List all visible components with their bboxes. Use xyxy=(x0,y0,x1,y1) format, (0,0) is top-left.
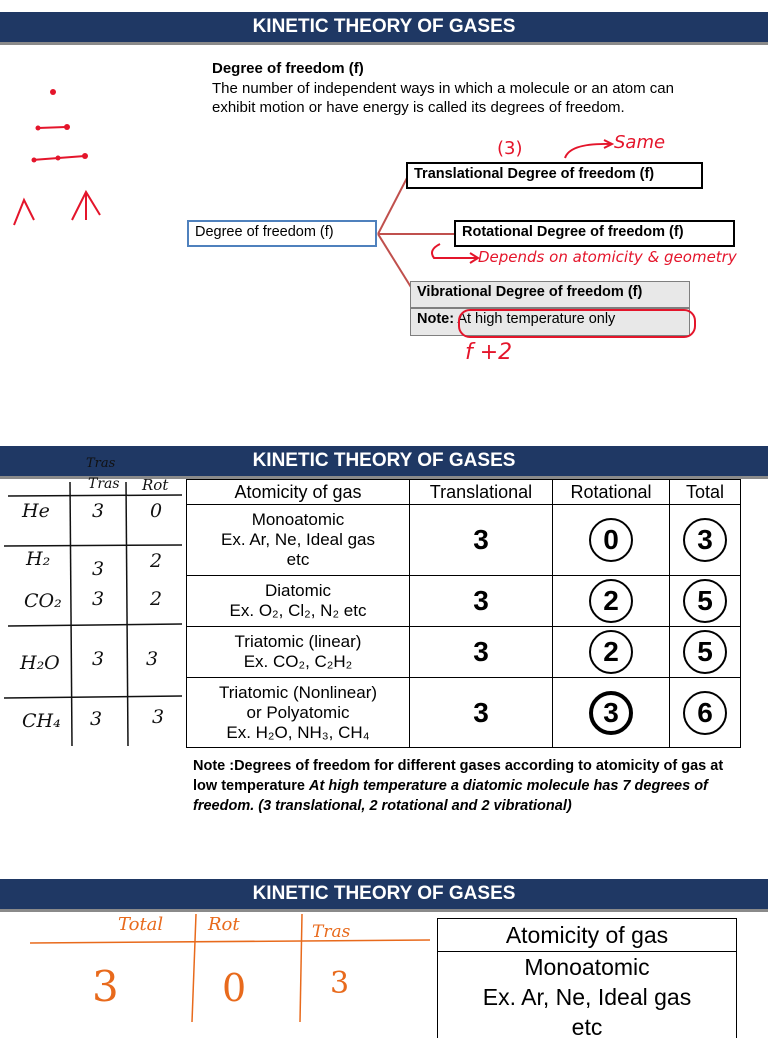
hand-head-orange: Rot xyxy=(208,914,240,935)
hand-rot: 0 xyxy=(150,500,163,522)
hand-rot: 2 xyxy=(150,588,163,610)
slide3-row-line: etc xyxy=(571,1014,603,1040)
translational-box: Translational Degree of freedom (f) xyxy=(406,162,703,189)
dof-heading: Degree of freedom (f) xyxy=(212,60,364,77)
annotation-depends: Depends on atomicity & geometry xyxy=(478,248,737,266)
atom-line: etc xyxy=(286,550,310,569)
translational-cell: 3 xyxy=(410,678,553,748)
atom-line: Ex. Ar, Ne, Ideal gas xyxy=(220,530,376,549)
slide3-row-line: Ex. Ar, Ne, Ideal gas xyxy=(482,984,692,1010)
th-rotational: Rotational xyxy=(553,480,670,505)
hand-tras: 3 xyxy=(92,648,105,670)
hand-tras: 3 xyxy=(92,500,105,522)
th-translational: Translational xyxy=(410,480,553,505)
annotation-same: Same xyxy=(614,132,666,153)
atom-line: Ex. CO₂, C₂H₂ xyxy=(243,652,353,671)
hand-head-orange: Total xyxy=(118,914,164,935)
th-atomicity: Atomicity of gas xyxy=(187,480,410,505)
hand-rot: 3 xyxy=(152,706,165,728)
hand-value-orange: 0 xyxy=(222,966,247,1010)
atom-line: or Polyatomic xyxy=(246,702,350,722)
atomicity-cell xyxy=(187,678,410,748)
hand-head: Tras xyxy=(88,476,120,492)
circled-value: 6 xyxy=(683,691,727,735)
hand-tras: 3 xyxy=(92,558,105,580)
hand-head-top: Tras xyxy=(86,456,116,471)
dof-definition: The number of independent ways in which a molecule or an atom can exhibit motion or have energy is called its degrees of freedom. xyxy=(212,80,674,116)
rotational-box: Rotational Degree of freedom (f) xyxy=(454,220,735,247)
note-label: Note xyxy=(417,311,450,327)
atomicity-cell xyxy=(187,505,410,576)
slide2-note xyxy=(193,756,738,816)
vibrational-box: Vibrational Degree of freedom (f) xyxy=(410,281,690,308)
table-row xyxy=(187,576,741,627)
hand-head-orange: Tras xyxy=(312,922,351,942)
annotation-three: (3) xyxy=(497,138,523,159)
slide2-banner: KINETIC THEORY OF GASES xyxy=(0,446,768,479)
dof-center-box: Degree of freedom (f) xyxy=(187,220,377,247)
note-highlight-oval xyxy=(458,309,696,338)
atom-line: Ex. H₂O, NH₃, CH₄ xyxy=(226,722,370,742)
annotation-f-plus-2: f +2 xyxy=(465,340,513,365)
slide3-table xyxy=(437,918,737,1038)
hand-rot: 3 xyxy=(146,648,159,670)
note-sep: : xyxy=(449,311,455,327)
note-text: At high temperature only xyxy=(457,311,616,327)
translational-cell: 3 xyxy=(410,576,553,627)
atom-line: Diatomic xyxy=(264,581,332,600)
total-cell xyxy=(670,678,741,748)
slide1-banner: KINETIC THEORY OF GASES xyxy=(0,12,768,45)
hand-gas: He xyxy=(22,500,50,522)
circled-value: 5 xyxy=(683,579,727,623)
circled-value: 3 xyxy=(683,518,727,562)
rotational-cell xyxy=(553,505,670,576)
atom-line: Triatomic (Nonlinear) xyxy=(218,682,378,702)
circled-value: 2 xyxy=(589,630,633,674)
rotational-cell xyxy=(553,576,670,627)
translational-cell: 3 xyxy=(410,627,553,678)
rotational-cell xyxy=(553,627,670,678)
hand-gas: CH₄ xyxy=(22,710,61,732)
table-header-row xyxy=(187,480,741,505)
circled-value: 3 xyxy=(589,691,633,735)
dof-table xyxy=(186,479,741,748)
total-cell xyxy=(670,505,741,576)
hand-value-orange: 3 xyxy=(330,966,350,1001)
hand-tras: 3 xyxy=(92,588,105,610)
hand-head: Rot xyxy=(142,476,169,494)
arrow-icon xyxy=(560,138,620,163)
table-row xyxy=(187,678,741,748)
note-bold: Note :Degrees of freedom for different gases according to atomicity of gas at low temperature xyxy=(193,758,724,794)
arrow-icon-2 xyxy=(428,240,484,266)
hand-gas: H₂ xyxy=(26,548,51,570)
table-row xyxy=(187,627,741,678)
circled-value: 2 xyxy=(589,579,633,623)
atom-line: Triatomic (linear) xyxy=(234,632,362,651)
circled-value: 5 xyxy=(683,630,727,674)
atomicity-cell xyxy=(187,627,410,678)
total-cell xyxy=(670,627,741,678)
rotational-cell xyxy=(553,678,670,748)
circled-value: 0 xyxy=(589,518,633,562)
molecule-sketch-icon xyxy=(0,80,130,240)
hand-value-orange: 3 xyxy=(92,962,119,1011)
slide3-banner: KINETIC THEORY OF GASES xyxy=(0,879,768,912)
slide3-row-line: Monoatomic xyxy=(524,954,650,980)
atom-line: Ex. O₂, Cl₂, N₂ etc xyxy=(229,601,367,620)
hand-gas: H₂O xyxy=(20,652,60,674)
note-italic: At high temperature a diatomic molecule has 7 degrees of freedom. (3 translational, 2 rotational and 2 vibrational) xyxy=(193,778,708,814)
total-cell xyxy=(670,576,741,627)
atomicity-cell xyxy=(187,576,410,627)
hand-gas: CO₂ xyxy=(24,590,62,612)
slide3-table-header: Atomicity of gas xyxy=(438,919,736,952)
hand-tras: 3 xyxy=(90,708,103,730)
hand-rot: 2 xyxy=(150,550,163,572)
atom-line: Monoatomic xyxy=(251,510,345,529)
translational-cell: 3 xyxy=(410,505,553,576)
table-row xyxy=(187,505,741,576)
th-total: Total xyxy=(670,480,741,505)
